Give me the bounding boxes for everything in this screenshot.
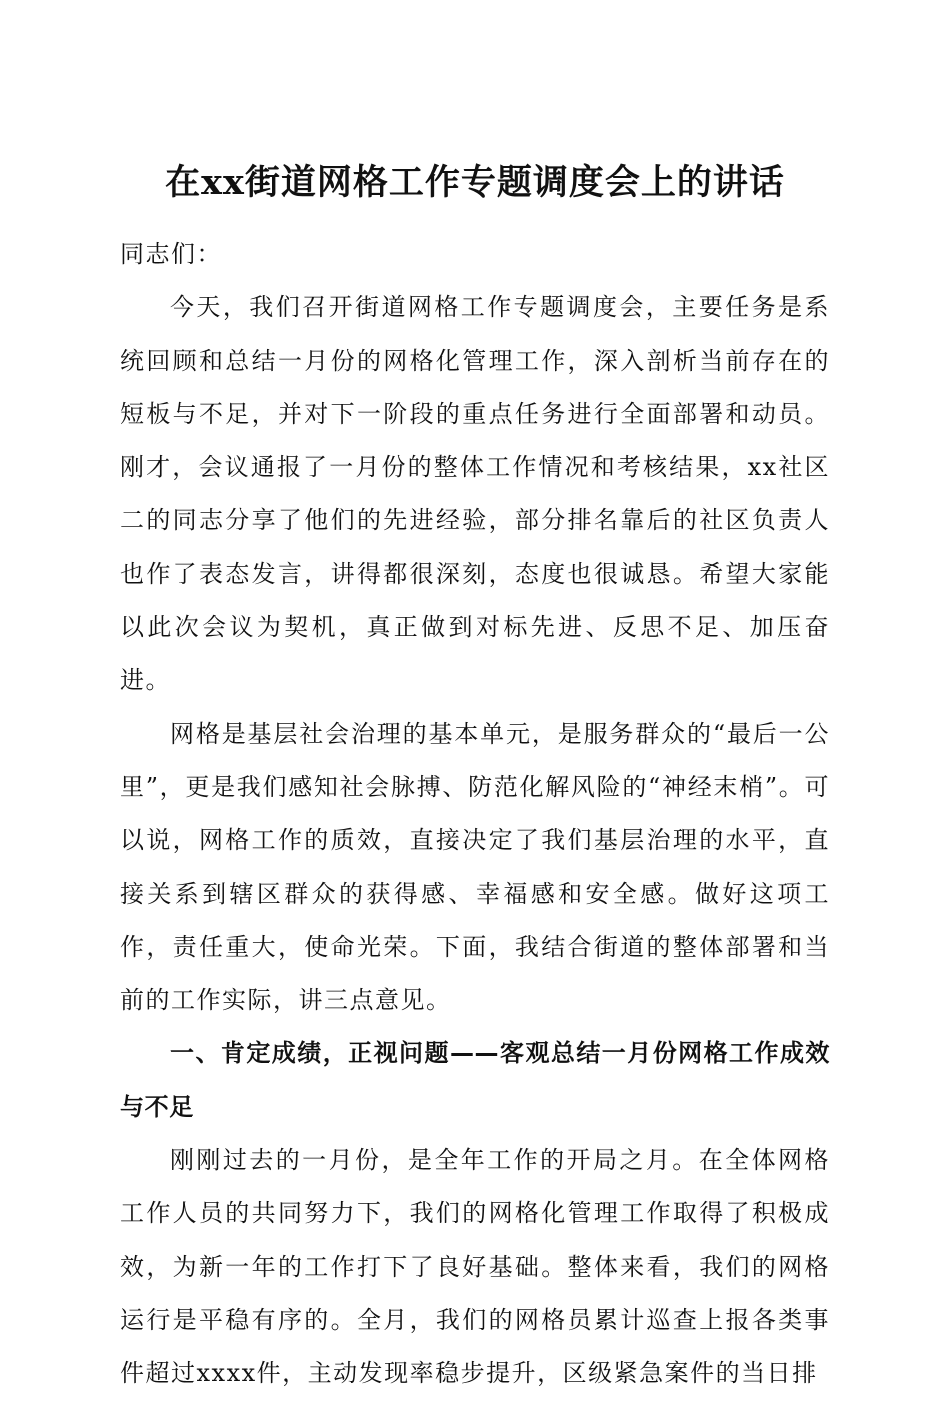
paragraph-grid-importance: 网格是基层社会治理的基本单元，是服务群众的“最后一公里”，更是我们感知社会脉搏、防范化解风险的“神经末梢”。可以说，网格工作的质效，直接决定了我们基层治理的水平，直接关系到辖区群众的获得感、幸福感和安全感。做好这项工作，责任重大，使命光荣。下面，我结合街道的整体部署和当前的工作实际，讲三点意见。: [120, 719, 830, 1015]
document-title: 在xx街道网格工作专题调度会上的讲话: [165, 162, 785, 204]
document-body: [120, 228, 830, 1401]
paragraph-section-1: 刚刚过去的一月份，是全年工作的开局之月。在全体网格工作人员的共同努力下，我们的网格化管理工作取得了积极成效，为新一年的工作打下了良好基础。整体来看，我们的网格运行是平稳有序的。全月，我们的网格员累计巡查上报各类事件超过xxxx件，主动发现率稳步提升，区级紧急案件的当日排: [120, 1146, 830, 1388]
paragraph-opening: 今天，我们召开街道网格工作专题调度会，主要任务是系统回顾和总结一月份的网格化管理工作，深入剖析当前存在的短板与不足，并对下一阶段的重点任务进行全面部署和动员。刚才，会议通报了一月份的整体工作情况和考核结果，xx社区二的同志分享了他们的先进经验，部分排名靠后的社区负责人也作了表态发言，讲得都很深刻，态度也很诚恳。希望大家能以此次会议为契机，真正做到对标先进、反思不足、加压奋进。: [120, 293, 830, 695]
section-heading-1: 一、肯定成绩，正视问题——客观总结一月份网格工作成效与不足: [120, 1039, 830, 1121]
salutation: 同志们：: [120, 240, 222, 268]
